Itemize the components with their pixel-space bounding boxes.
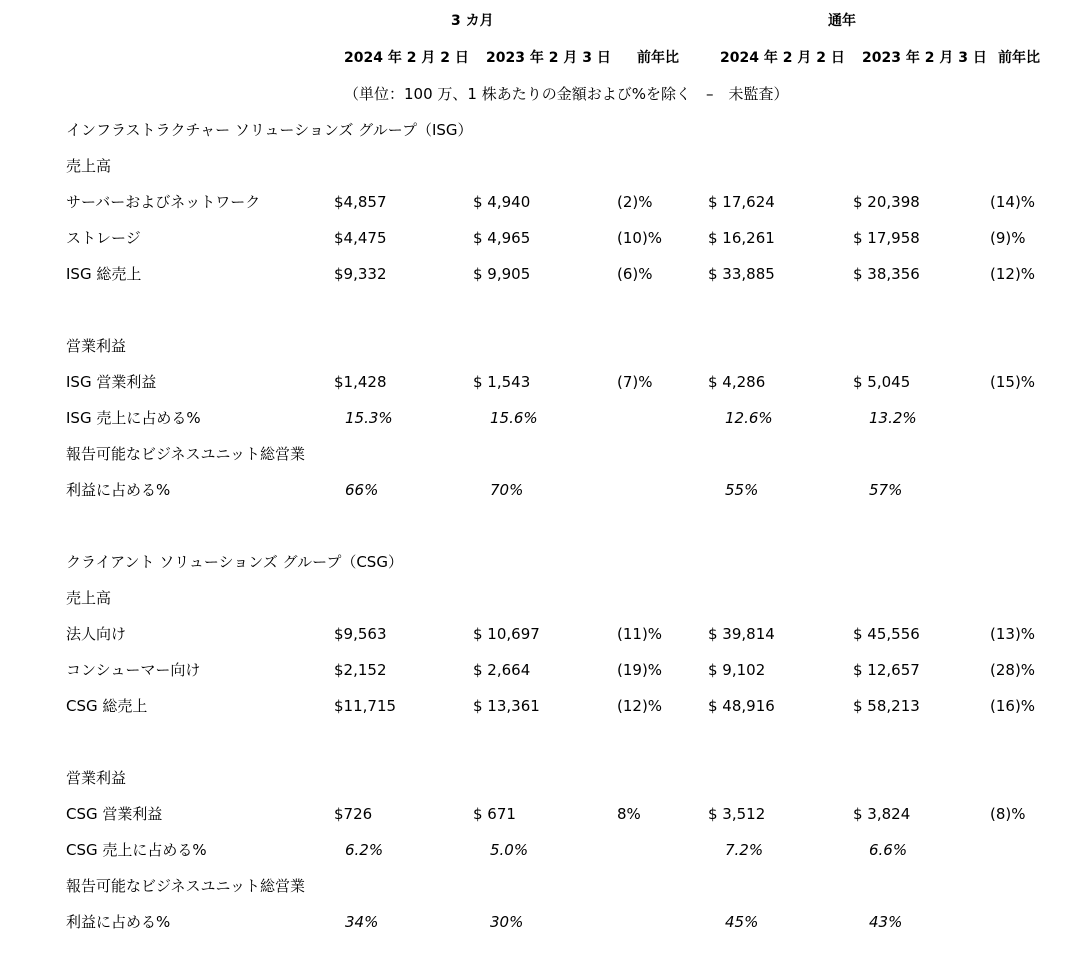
table-row [0,624,1072,644]
value-q-2023: $ 2,664 [473,661,531,679]
table-row [0,912,1072,932]
value-y-2023: 43% [869,913,903,931]
col-header-2024-year: 2024 年 2 月 2 日 [720,50,845,66]
row-label: 報告可能なビジネスユニット総営業 [66,877,305,895]
value-y-2024: 55% [725,481,759,499]
value-q-2024: 34% [345,913,379,931]
csg-section-title: クライアント ソリューションズ グループ（CSG） [66,553,403,571]
value-q-2024: $726 [334,805,373,823]
value-y-yoy: (28)% [990,661,1036,679]
row-label: ISG 売上に占める% [66,409,201,427]
value-q-2023: $ 4,965 [473,229,531,247]
header-full-year: 通年 [828,13,856,29]
value-y-2023: $ 45,556 [853,625,920,643]
row-label: CSG 売上に占める% [66,841,207,859]
row-label: 利益に占める% [66,913,171,931]
value-q-2024: $2,152 [334,661,387,679]
value-y-2024: 7.2% [725,841,764,859]
value-q-yoy: (11)% [617,625,663,643]
table-row [0,228,1072,248]
value-q-2023: 70% [490,481,524,499]
isg-revenue-heading: 売上高 [66,157,112,175]
value-q-2023: 5.0% [490,841,529,859]
isg-share-label-row [0,444,1072,464]
value-q-yoy: 8% [617,805,641,823]
table-row [0,408,1072,428]
value-y-2023: $ 38,356 [853,265,920,283]
table-row [0,480,1072,500]
value-q-2024: 15.3% [345,409,393,427]
col-header-yoy-year: 前年比 [998,50,1040,66]
value-q-2023: 30% [490,913,524,931]
value-q-yoy: (6)% [617,265,653,283]
row-label: CSG 営業利益 [66,805,163,823]
value-q-2023: $ 13,361 [473,697,540,715]
csg-op-heading: 営業利益 [66,769,127,787]
value-q-2024: 66% [345,481,379,499]
value-q-yoy: (12)% [617,697,663,715]
value-y-yoy: (13)% [990,625,1036,643]
value-y-yoy: (9)% [990,229,1026,247]
value-y-2023: $ 58,213 [853,697,920,715]
table-row [0,804,1072,824]
value-y-yoy: (12)% [990,265,1036,283]
table-row [0,192,1072,212]
header-three-months: 3 カ月 [451,13,494,29]
csg-op-heading-row [0,768,1072,788]
value-y-2023: 6.6% [869,841,908,859]
table-row [0,264,1072,284]
value-y-yoy: (8)% [990,805,1026,823]
value-q-2024: $1,428 [334,373,387,391]
value-q-2023: $ 9,905 [473,265,531,283]
value-q-2023: $ 4,940 [473,193,531,211]
row-label: ISG 営業利益 [66,373,157,391]
value-y-yoy: (16)% [990,697,1036,715]
value-q-2024: $9,563 [334,625,387,643]
isg-op-heading-row [0,336,1072,356]
value-q-2024: $11,715 [334,697,397,715]
value-y-2024: $ 4,286 [708,373,766,391]
value-q-2023: $ 671 [473,805,516,823]
csg-revenue-heading-row [0,588,1072,608]
col-header-2024-quarter: 2024 年 2 月 2 日 [344,50,469,66]
row-label: サーバーおよびネットワーク [66,193,261,211]
value-y-2023: 57% [869,481,903,499]
table-row [0,840,1072,860]
value-y-2024: $ 39,814 [708,625,775,643]
table-row [0,660,1072,680]
value-y-yoy: (15)% [990,373,1036,391]
value-q-yoy: (19)% [617,661,663,679]
value-y-2023: 13.2% [869,409,917,427]
row-label: ストレージ [66,229,141,247]
isg-revenue-heading-row [0,156,1072,176]
value-y-2023: $ 5,045 [853,373,911,391]
value-y-2024: $ 17,624 [708,193,775,211]
value-y-2023: $ 20,398 [853,193,920,211]
unit-note: （単位：100 万、1 株あたりの金額および%を除く – 未監査） [344,85,789,103]
value-q-2023: $ 1,543 [473,373,531,391]
col-header-2023-quarter: 2023 年 2 月 3 日 [486,50,611,66]
value-y-2024: $ 3,512 [708,805,766,823]
isg-op-heading: 営業利益 [66,337,127,355]
row-label: 法人向け [66,625,127,643]
value-y-2024: $ 16,261 [708,229,775,247]
isg-section-title-row [0,120,1072,140]
csg-revenue-heading: 売上高 [66,589,112,607]
csg-share-label-row [0,876,1072,896]
row-label: 報告可能なビジネスユニット総営業 [66,445,305,463]
value-q-2024: $4,857 [334,193,387,211]
row-label: 利益に占める% [66,481,171,499]
table-row [0,696,1072,716]
table-row [0,372,1072,392]
col-header-2023-year: 2023 年 2 月 3 日 [862,50,987,66]
value-y-yoy: (14)% [990,193,1036,211]
value-y-2024: $ 48,916 [708,697,775,715]
value-q-2023: 15.6% [490,409,538,427]
csg-section-title-row [0,552,1072,572]
value-q-yoy: (2)% [617,193,653,211]
value-q-2023: $ 10,697 [473,625,540,643]
value-q-yoy: (7)% [617,373,653,391]
value-y-2023: $ 12,657 [853,661,920,679]
value-y-2023: $ 17,958 [853,229,920,247]
value-q-2024: 6.2% [345,841,384,859]
value-y-2023: $ 3,824 [853,805,911,823]
value-q-yoy: (10)% [617,229,663,247]
isg-section-title: インフラストラクチャー ソリューションズ グループ（ISG） [66,121,473,139]
row-label: コンシューマー向け [66,661,201,679]
row-label: CSG 総売上 [66,697,148,715]
value-y-2024: 45% [725,913,759,931]
value-y-2024: $ 33,885 [708,265,775,283]
value-y-2024: $ 9,102 [708,661,766,679]
value-q-2024: $4,475 [334,229,387,247]
row-label: ISG 総売上 [66,265,142,283]
value-q-2024: $9,332 [334,265,387,283]
col-header-yoy-quarter: 前年比 [637,50,679,66]
value-y-2024: 12.6% [725,409,773,427]
